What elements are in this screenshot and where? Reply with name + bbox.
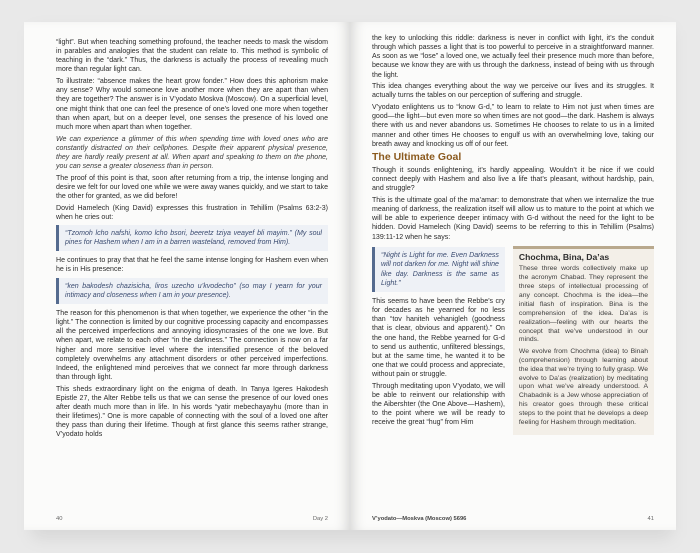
right-text-column	[372, 34, 654, 435]
paragraph: This is the ultimate goal of the ma’amar: to demonstrate that when we internalize the true meaning of darkness, the realization itself will allow us to mature to the point at which we will be able to experience deeper intimacy with G-d without the need for the light to be hidden. Dovid Hamelech (King David) seems to be referring to this in Tehillim (Psalms) 139:11-12 when he says:	[372, 197, 654, 241]
sidebar-title: Chochma, Bina, Da’as	[518, 252, 610, 263]
main-column	[372, 244, 505, 434]
right-page	[350, 22, 676, 530]
paragraph: V’yodato enlightens us to “know G-d,” to learn to relate to Him not just when times are good—the light—but even more so when times are not good—the dark. Hashem is always there with us and never abandons us. Sometimes He chooses to relate to us in a limited manner and other times He chooses to engulf us with an overwhelming love, taking our breath away and knocking us off of our feet.	[372, 104, 654, 148]
paragraph: This seems to have been the Rebbe’s cry for decades as he yearned for no less than “tov haniteh vehanigleh (goodness that is clear, obvious and apparent).” On the one hand, the Rebbe yearned for G-d to send us authentic, unfiltered blessings, but at the same time, he wanted it to be one that we could process and appreciate, without pain or struggle.	[372, 297, 505, 379]
paragraph: The reason for this phenomenon is that when together, we experience the other “in the light.” The connection is limited by our cognitive processing capacity and encompasses all the perceived imperfections and annoying idiosyncrasies of the one we love. But when apart, we relate to each other “in the darkness.” The connection is now on a far higher and more sensitive level where the intensified presence of the beloved completely overwhelms any attachment disorders or other perceived imperfections. Indeed, the enlightened mind perceives that we connect far more through darkness than through light.	[56, 309, 328, 381]
italic-paragraph: We can experience a glimmer of this when spending time with loved ones who are constantly distracted on their cellphones. Despite their apparent physical presence, they are hardly really present at all. When apart and speaking to them on the phone, you can sense a greater closeness than in person.	[56, 135, 328, 171]
left-page	[24, 22, 350, 530]
section-heading: The Ultimate Goal	[372, 150, 462, 163]
sidebar-box	[513, 246, 654, 434]
page-number: 41	[647, 516, 654, 522]
paragraph: This sheds extraordinary light on the enigma of death. In Tanya Igeres Hakodesh Epistle 27, the Alter Rebbe tells us that we can sense the presence of our loved ones after death much more than in life. In his words “yatir mebechayayhu (more than in their lifetimes).” One is more capable of connecting with the soul of a loved one after they pass than during their lifetime. Though at first glance this seems rather strange, V’yodato holds	[56, 385, 328, 439]
pullquote: “Night is Light for me. Even Darkness will not darken for me. Night will shine like day. Darkness is the same as Light.”	[372, 247, 505, 292]
paragraph: The proof of this point is that, soon after returning from a trip, the intense longing and desire we felt for our loved one while we were away wanes quickly, and we start to take the other for granted, as we did before!	[56, 174, 328, 200]
pullquote: “Tzomoh lcho nafshi, komo lcho bsori, beeretz tziya veayef bli mayim.” (My soul pines for Hashem when I am in a barren wasteland, removed from Him).	[56, 225, 328, 251]
paragraph: To illustrate: “absence makes the heart grow fonder.” How does this aphorism make any sense? Why would someone love another more when they are apart than when they are together? The answer is in V’yodato Moskva (Moscow). On a superficial level, one might think that one can feel the presence of one’s loved one more when together than when apart, but on a deeper level, one senses the presence of his loved one much more when apart than when together.	[56, 78, 328, 131]
paragraph: Though it sounds enlightening, it’s hardly appealing. Wouldn’t it be nice if we could connect deeply with Hashem and also live a life that’s pleasant, without hardship, pain, and struggle?	[372, 167, 654, 193]
pullquote: “ken bakodesh chazisicha, liros uzecho u’kvodecho” (so may I yearn for your intimacy and closeness when I am in your presence).	[56, 278, 328, 304]
left-text-column	[56, 38, 328, 442]
sidebar-paragraph: We evolve from Chochma (idea) to Binah (comprehension) through learning about the idea that we’re trying to fully grasp. We evolve to Da’as (realization) by meditating upon what we’ve already understood. A Chabadnik is a Jew whose appreciation of his creator goes through these critical steps to the point that he develops a deep feeling for Hashem through meditation.	[518, 347, 648, 427]
paragraph: “light”. But when teaching something profound, the teacher needs to mask the wisdom in parables and analogies that the student can relate to. This method is symbolic of teaching in the “dark.” Thus, the darkness is actually the process of revealing much more than regular light can.	[56, 39, 328, 74]
paragraph: the key to unlocking this riddle: darkness is never in conflict with light, it’s the conduit through which passes a light that is too powerful to perceive in a straightforward manner. As soon as we “lose” a loved one, we actually feel their presence much more than before, because we know they are with us through the darkness, instead of being with us through the light.	[372, 35, 654, 79]
page-number: 40	[56, 516, 63, 522]
running-footer: Day 2	[312, 516, 328, 522]
running-footer-title: V’yodato—Moskva (Moscow) 5696	[372, 516, 467, 522]
paragraph: Dovid Hamelech (King David) expresses this frustration in Tehillim (Psalms 63:2-3) when he cries out:	[56, 204, 328, 221]
paragraph: This idea changes everything about the way we perceive our lives and its struggles. It actually turns the tables on our perception of suffering and struggle.	[372, 83, 654, 100]
paragraph: He continues to pray that that he feel the same intense longing for Hashem even when he is in His presence:	[56, 257, 328, 274]
sidebar-paragraph: These three words collectively make up the acronym Chabad. They represent the three steps of intellectual processing of any concept. Chochma is the idea—the initial flash of inspiration. Bina is the comprehension of the idea. Da’as is realization—feeling with our hearts the concept that we’ve understood in our minds.	[518, 265, 648, 344]
two-column-section	[372, 244, 654, 434]
paragraph: Through meditating upon V’yodato, we will be able to reinvent our relationship with the Aibershter (the One Above—Hashem), to the point where we will be ready to receive the great “hug” from Him	[372, 382, 505, 427]
